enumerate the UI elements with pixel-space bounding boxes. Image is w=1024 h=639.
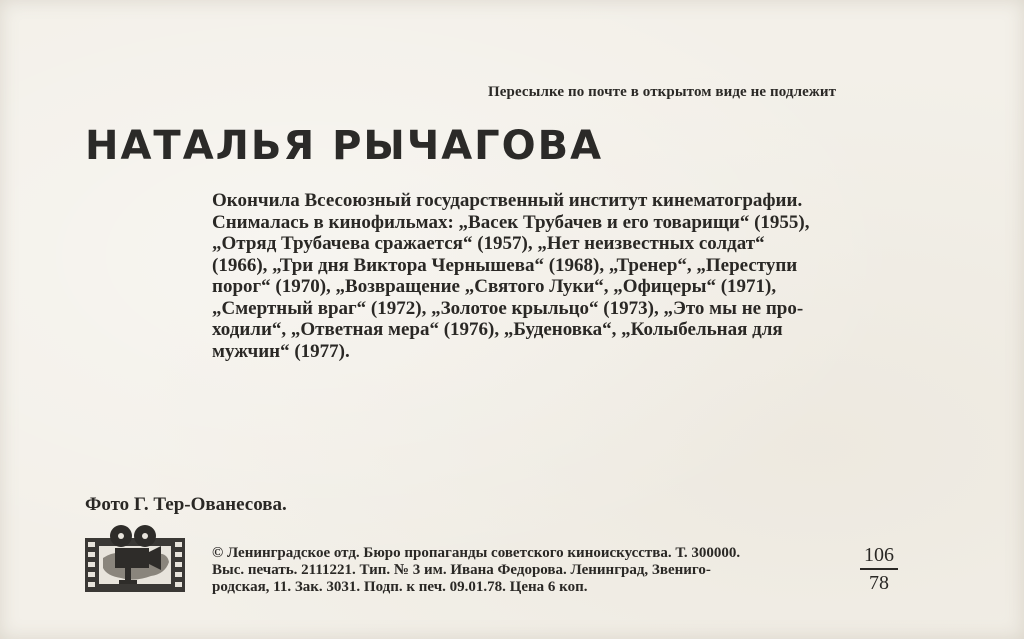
imprint-line: Выс. печать. 2111221. Тип. № 3 им. Ивана Федорова. Ленинград, Звениго- (212, 562, 711, 578)
bio-line: „Отряд Трубачева сражается“ (1957), „Нет неизвестных солдат“ (212, 233, 765, 254)
catalog-index (858, 544, 900, 594)
biography (212, 190, 912, 362)
bio-line: ходили“, „Ответная мера“ (1976), „Буденовка“, „Колыбельная для (212, 319, 783, 340)
imprint-line: родская, 11. Зак. 3031. Подп. к печ. 09.01.78. Цена 6 коп. (212, 579, 588, 595)
bio-line: „Смертный враг“ (1972), „Золотое крыльцо“ (1973), „Это мы не про- (212, 297, 804, 319)
photo-credit: Фото Г. Тер-Ованесова. (85, 494, 287, 515)
index-numerator: 106 (864, 544, 894, 566)
bio-line: порог“ (1970), „Возвращение „Святого Луки“, „Офицеры“ (1971), (212, 276, 777, 297)
postal-note: Пересылке по почте в открытом виде не подлежит (488, 84, 837, 100)
bio-line: (1966), „Три дня Виктора Чернышева“ (1968), „Тренер“, „Переступи (212, 254, 798, 276)
imprint (212, 545, 740, 596)
index-denominator: 78 (869, 571, 889, 594)
imprint-line: © Ленинградское отд. Бюро пропаганды советского киноискусства. Т. 300000. (212, 545, 741, 561)
bio-line: Снималась в кинофильмах: „Васек Трубачев и его товарищи“ (1955), (212, 211, 810, 233)
bio-line: Окончила Всесоюзный государственный институт кинематографии. (212, 190, 803, 211)
bio-line: мужчин“ (1977). (212, 340, 350, 362)
film-camera-logo-icon (85, 524, 185, 596)
actress-name: НАТАЛЬЯ РЫЧАГОВА (85, 123, 604, 169)
index-fraction-rule (860, 568, 898, 570)
